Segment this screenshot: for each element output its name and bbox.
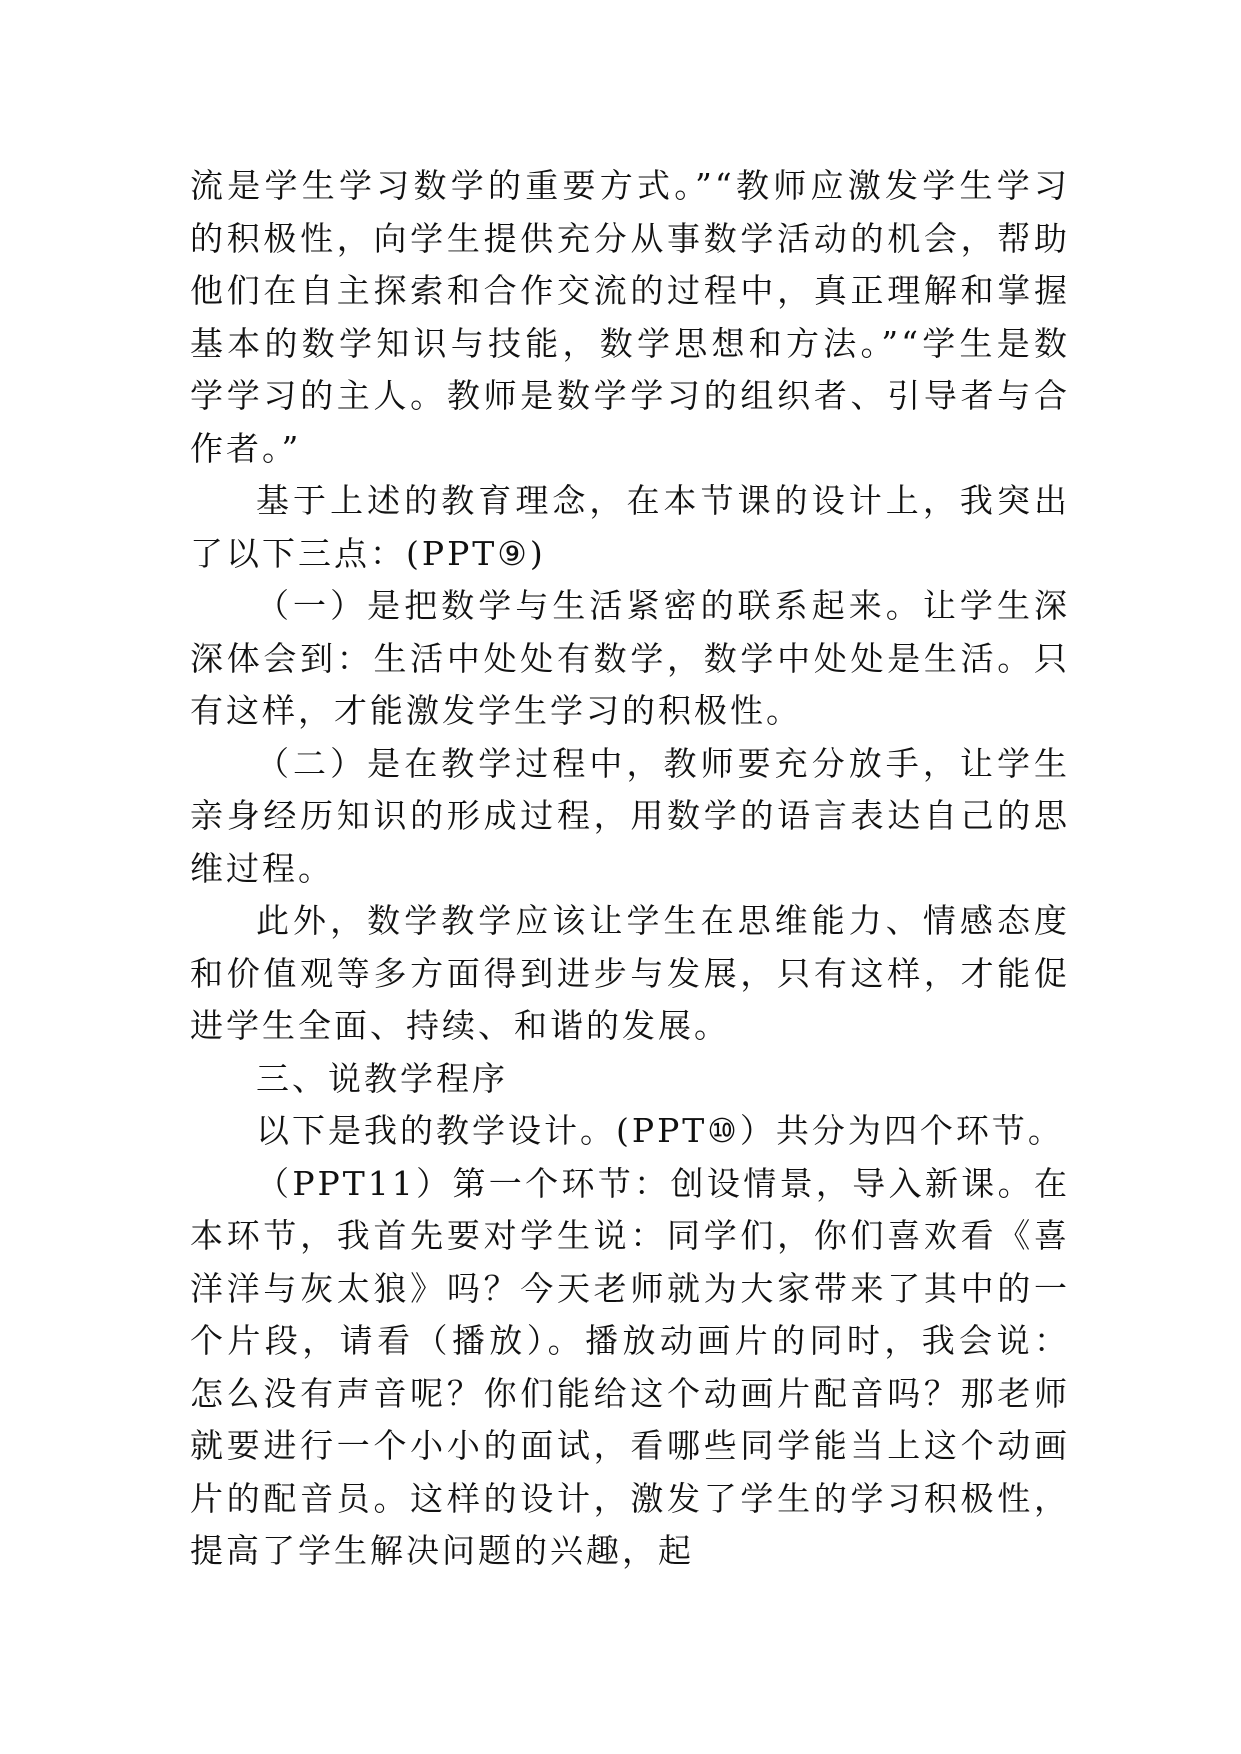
section-heading: 三、说教学程序 xyxy=(256,1058,508,1098)
paragraph-3: （一）是把数学与生活紧密的联系起来。让学生深深体会到：生活中处处有数学，数学中处处是生活。只有这样，才能激发学生学习的积极性。 xyxy=(190,586,1070,730)
paragraph-8: （PPT11）第一个环节：创设情景，导入新课。在本环节，我首先要对学生说：同学们，你们喜欢看《喜洋洋与灰太狼》吗？今天老师就为大家带来了其中的一个片段，请看（播放）。播放动画片的同时，我会说：怎么没有声音呢？你们能给这个动画片配音吗？那老师就要进行一个小小的面试，看哪些同学能当上这个动画片的配音员。这样的设计，激发了学生的学习积极性，提高了学生解决问题的兴趣，起 xyxy=(190,1163,1070,1570)
paragraph-2: 基于上述的教育理念，在本节课的设计上，我突出了以下三点：(PPT⑨) xyxy=(190,481,1070,573)
paragraph-7: 以下是我的教学设计。(PPT⑩）共分为四个环节。 xyxy=(256,1111,1064,1150)
paragraph-1: 流是学生学习数学的重要方式。”“教师应激发学生学习的积极性，向学生提供充分从事数学活动的机会，帮助他们在自主探索和合作交流的过程中，真正理解和掌握基本的数学知识与技能，数学思想和方法。”“学生是数学学习的主人。教师是数学学习的组织者、引导者与合作者。” xyxy=(190,166,1070,468)
paragraph-4: （二）是在教学过程中，教师要充分放手，让学生亲身经历知识的形成过程，用数学的语言表达自己的思维过程。 xyxy=(190,743,1070,888)
document-page xyxy=(190,160,1070,1578)
paragraph-5: 此外，数学教学应该让学生在思维能力、情感态度和价值观等多方面得到进步与发展，只有这样，才能促进学生全面、持续、和谐的发展。 xyxy=(190,901,1070,1045)
